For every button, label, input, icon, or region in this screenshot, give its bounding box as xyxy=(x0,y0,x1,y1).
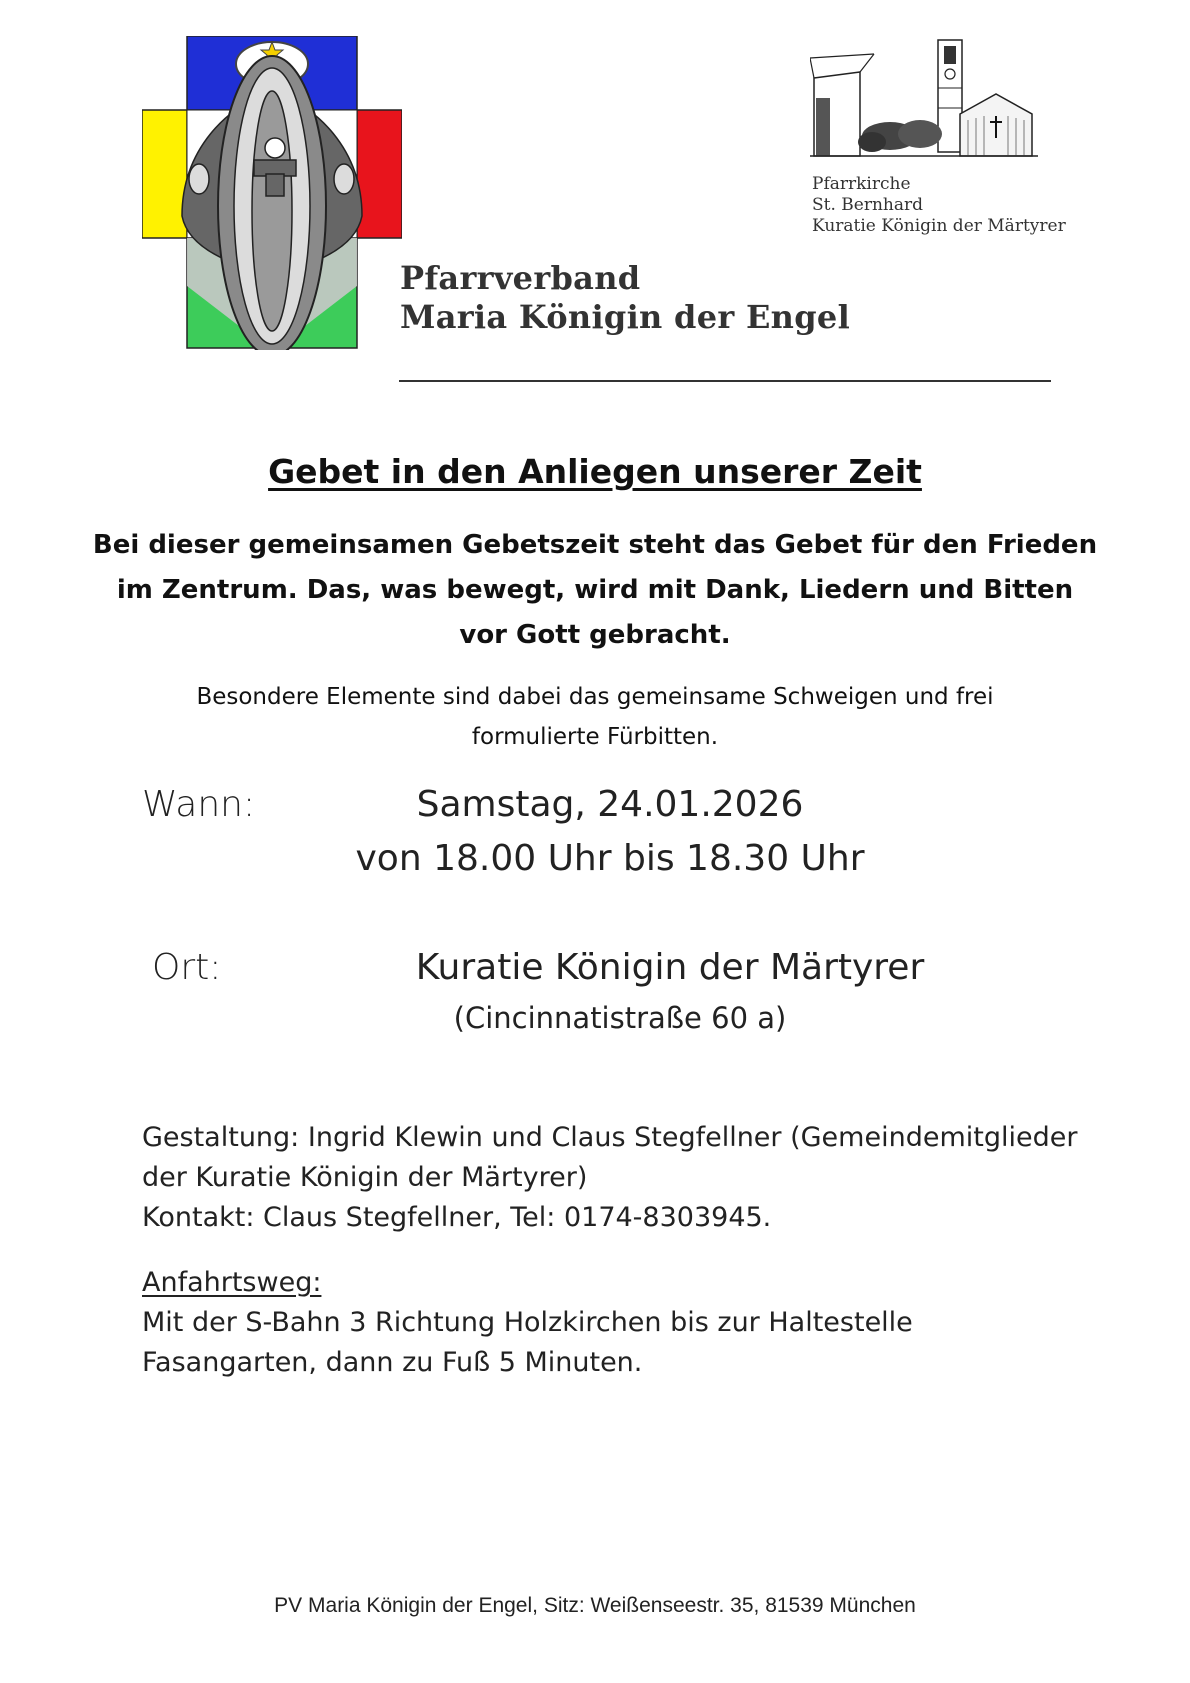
where-label: Ort: xyxy=(152,947,222,988)
church-caption-line: St. Bernhard xyxy=(812,195,924,215)
org-name-line1: Pfarrverband xyxy=(400,259,641,297)
footer-address: PV Maria Königin der Engel, Sitz: Weißenseestr. 35, 81539 München xyxy=(274,1594,916,1617)
header-divider xyxy=(399,380,1051,382)
event-address: (Cincinnatistraße 60 a) xyxy=(453,1001,787,1035)
when-label: Wann: xyxy=(142,784,256,825)
church-caption-line: Pfarrkirche xyxy=(812,174,911,194)
org-name-line2: Maria Königin der Engel xyxy=(400,298,851,336)
event-place: Kuratie Königin der Märtyrer xyxy=(415,947,925,988)
organizers-line: der Kuratie Königin der Märtyrer) xyxy=(142,1162,588,1193)
page-title: Gebet in den Anliegen unserer Zeit xyxy=(268,452,922,491)
church-caption-line: Kuratie Königin der Märtyrer xyxy=(812,216,1066,236)
contact-line: Kontakt: Claus Stegfellner, Tel: 0174-8303945. xyxy=(142,1202,772,1233)
directions-heading: Anfahrtsweg: xyxy=(142,1267,322,1298)
directions-line: Mit der S-Bahn 3 Richtung Holzkirchen bis zur Haltestelle xyxy=(142,1307,913,1338)
lead-text-line: Bei dieser gemeinsamen Gebetszeit steht das Gebet für den Frieden xyxy=(92,530,1098,560)
event-date: Samstag, 24.01.2026 xyxy=(416,784,804,825)
note-text-line: Besondere Elemente sind dabei das gemeinsame Schweigen und frei xyxy=(196,684,994,710)
event-time: von 18.00 Uhr bis 18.30 Uhr xyxy=(355,838,865,879)
lead-text-line: im Zentrum. Das, was bewegt, wird mit Dank, Liedern und Bitten xyxy=(116,575,1074,605)
parish-cross-logo-icon xyxy=(142,36,402,350)
lead-text-line: vor Gott gebracht. xyxy=(459,620,731,650)
directions-line: Fasangarten, dann zu Fuß 5 Minuten. xyxy=(142,1347,643,1378)
organizers-line: Gestaltung: Ingrid Klewin und Claus Stegfellner (Gemeindemitglieder xyxy=(142,1122,1078,1153)
note-text-line: formulierte Fürbitten. xyxy=(471,724,719,750)
church-drawing-icon xyxy=(810,38,1038,170)
